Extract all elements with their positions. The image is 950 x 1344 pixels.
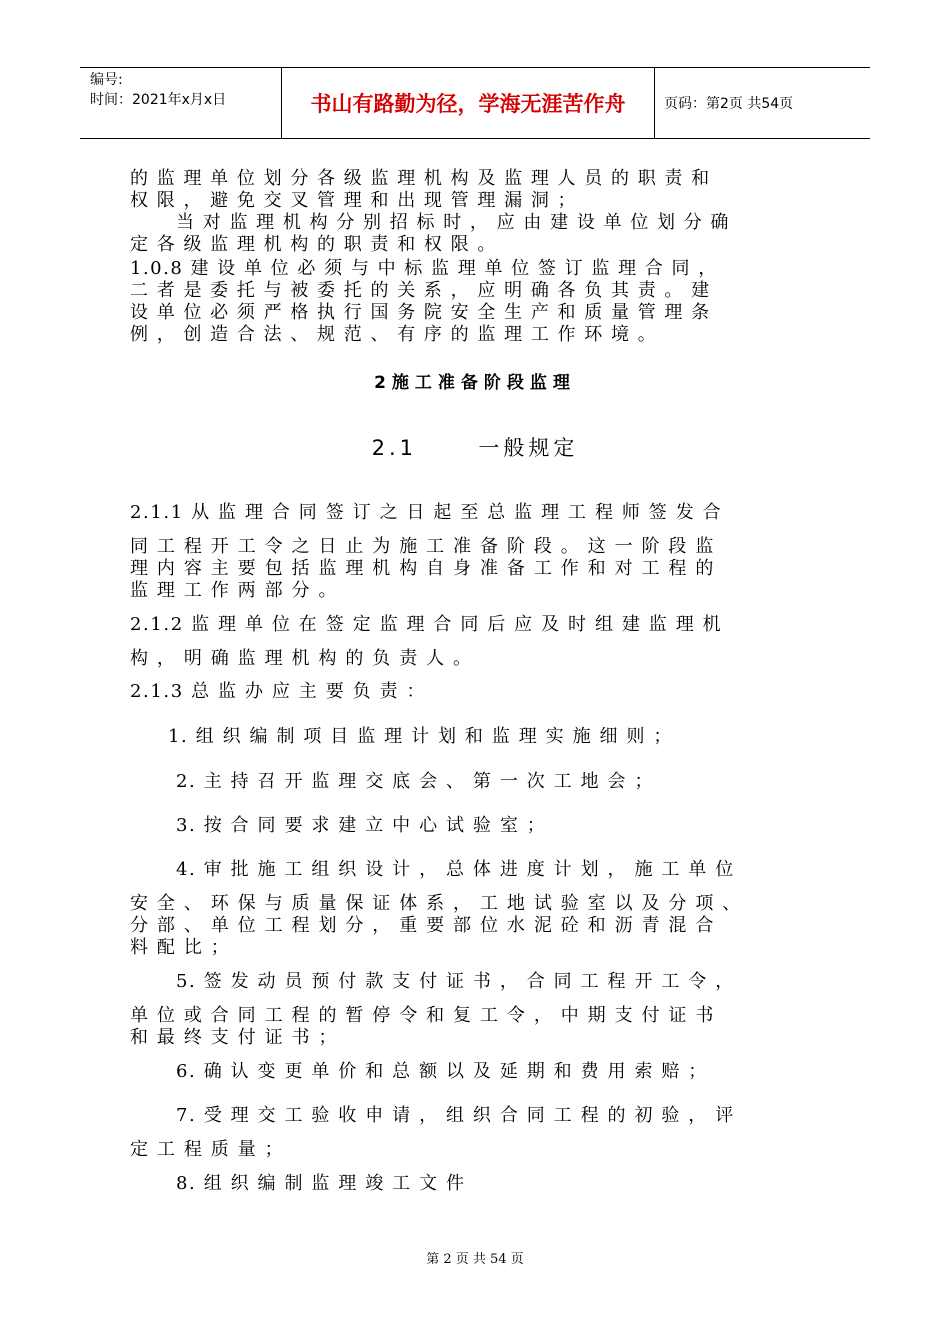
subsection-number: 2.1 (371, 436, 418, 460)
paragraph-line: 分 部 、 单 位 工 程 划 分 ， 重 要 部 位 水 泥 砼 和 沥 青 混 合 (130, 915, 715, 936)
list-item: 6. 确 认 变 更 单 价 和 总 额 以 及 延 期 和 费 用 索 赔 ； (176, 1061, 708, 1082)
list-item: 8. 组 织 编 制 监 理 竣 工 文 件 (176, 1173, 466, 1194)
section-title: 2施工准备阶段监理 (374, 373, 576, 393)
clause-2-1-2: 2.1.2 监 理 单 位 在 签 定 监 理 合 同 后 应 及 时 组 建 监 理 机 (130, 614, 723, 635)
header-motto: 书山有路勤为径，学海无涯苦作舟 (282, 68, 655, 138)
paragraph-line: 单 位 或 合 同 工 程 的 暂 停 令 和 复 工 令 ， 中 期 支 付 证 书 (130, 1005, 715, 1026)
list-item: 1. 组 织 编 制 项 目 监 理 计 划 和 监 理 实 施 细 则 ； (168, 726, 673, 747)
header-meta (80, 68, 282, 138)
document-date: 时间：2021年x月x日 (90, 92, 227, 108)
paragraph-line: 安 全 、 环 保 与 质 量 保 证 体 系 ， 工 地 试 验 室 以 及 分 项 、 (130, 893, 742, 914)
paragraph-line: 理 内 容 主 要 包 括 监 理 机 构 自 身 准 备 工 作 和 对 工 程 的 (130, 558, 715, 579)
list-item: 3. 按 合 同 要 求 建 立 中 心 试 验 室 ； (176, 815, 547, 836)
page-footer: 第 2 页 共 54 页 (426, 1252, 524, 1267)
paragraph-line: 的 监 理 单 位 划 分 各 级 监 理 机 构 及 监 理 人 员 的 职 责 和 (130, 168, 711, 189)
subsection-heading (0, 432, 950, 462)
paragraph-line: 权 限 ， 避 免 交 叉 管 理 和 出 现 管 理 漏 洞 ； (130, 190, 578, 211)
header-page-number: 页码：第2页 共54页 (664, 96, 794, 112)
paragraph-line: 和 最 终 支 付 证 书 ； (130, 1027, 339, 1048)
paragraph-line: 设 单 位 必 须 严 格 执 行 国 务 院 安 全 生 产 和 质 量 管 理 条 (130, 302, 711, 323)
paragraph-line: 二 者 是 委 托 与 被 委 托 的 关 系 ， 应 明 确 各 负 其 责 。 建 (130, 280, 711, 301)
subsection-title: 一般规定 (478, 436, 579, 460)
clause-2-1-1: 2.1.1 从 监 理 合 同 签 订 之 日 起 至 总 监 理 工 程 师 签 发 合 (130, 502, 723, 523)
page-header (80, 67, 870, 139)
paragraph-line: 定 工 程 质 量 ； (130, 1139, 285, 1160)
paragraph-line: 同 工 程 开 工 令 之 日 止 为 施 工 准 备 阶 段 。 这 一 阶 段 监 (130, 536, 715, 557)
clause-1-0-8: 1.0.8 建 设 单 位 必 须 与 中 标 监 理 单 位 签 订 监 理 合 同 ， (130, 258, 718, 279)
paragraph-line: 监 理 工 作 两 部 分 。 (130, 580, 339, 601)
list-item: 4. 审 批 施 工 组 织 设 计 ， 总 体 进 度 计 划 ， 施 工 单 位 (176, 859, 735, 880)
document-number: 编号: (90, 72, 123, 88)
paragraph-line: 例 ， 创 造 合 法 、 规 范 、 有 序 的 监 理 工 作 环 境 。 (130, 324, 658, 345)
paragraph-line: 料 配 比 ； (130, 937, 231, 958)
list-item: 2. 主 持 召 开 监 理 交 底 会 、 第 一 次 工 地 会 ； (176, 771, 655, 792)
paragraph-line: 构 ， 明 确 监 理 机 构 的 负 责 人 。 (130, 648, 473, 669)
list-item: 5. 签 发 动 员 预 付 款 支 付 证 书 ， 合 同 工 程 开 工 令 ， (176, 971, 735, 992)
paragraph-line: 当 对 监 理 机 构 分 别 招 标 时 ， 应 由 建 设 单 位 划 分 确 (176, 212, 730, 233)
list-item: 7. 受 理 交 工 验 收 申 请 ， 组 织 合 同 工 程 的 初 验 ， 评 (176, 1105, 735, 1126)
paragraph-line: 定 各 级 监 理 机 构 的 职 责 和 权 限 。 (130, 234, 497, 255)
clause-2-1-3: 2.1.3 总 监 办 应 主 要 负 责 ： (130, 681, 427, 702)
